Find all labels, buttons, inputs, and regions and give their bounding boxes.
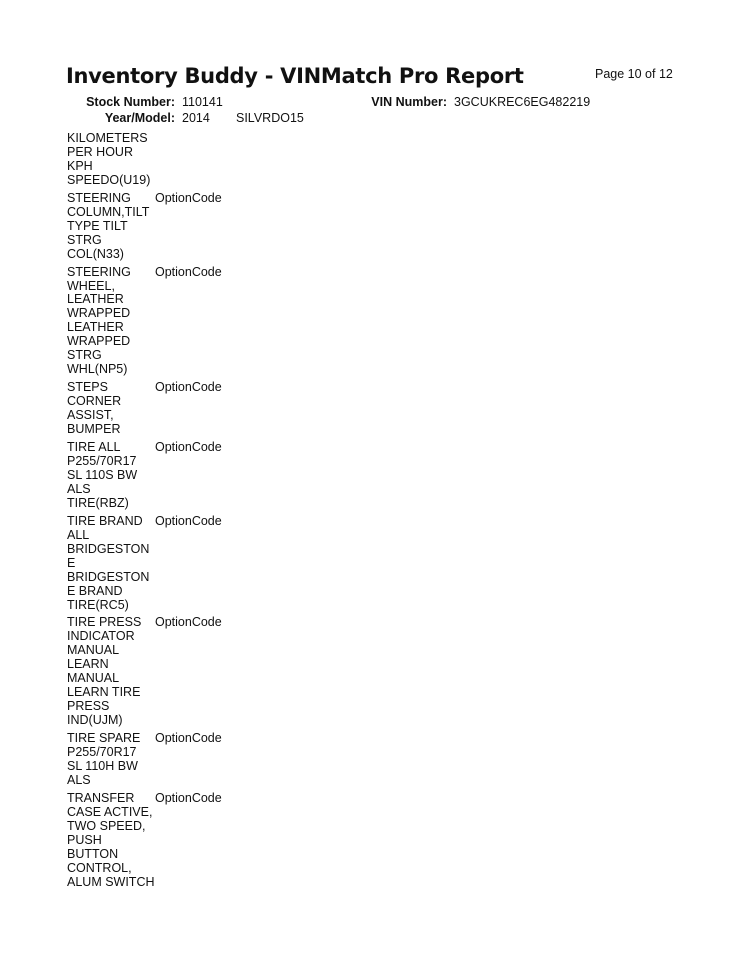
option-description: TRANSFER CASE ACTIVE, TWO SPEED, PUSH BUTTON CONTROL, ALUM SWITCH — [67, 790, 155, 889]
option-row — [67, 441, 327, 511]
option-row — [67, 132, 327, 188]
option-type: OptionCode — [155, 440, 222, 455]
option-type: OptionCode — [155, 380, 222, 395]
option-type: OptionCode — [155, 790, 222, 805]
stock-number-value: 110141 — [182, 95, 223, 109]
option-description: STEPS CORNER ASSIST, BUMPER — [67, 380, 122, 437]
option-type: OptionCode — [155, 731, 222, 746]
option-description: STEERING WHEEL, LEATHER WRAPPED LEATHER WRAPPED STRG WHL(NP5) — [67, 264, 131, 377]
option-description: TIRE PRESS INDICATOR MANUAL LEARN MANUAL LEARN TIRE PRESS IND(UJM) — [67, 615, 142, 728]
option-type: OptionCode — [155, 615, 222, 630]
option-description: TIRE ALL P255/70R17 SL 110S BW ALS TIRE(RBZ) — [67, 440, 138, 510]
option-row — [67, 616, 327, 728]
option-type: OptionCode — [155, 513, 222, 528]
page-number: Page 10 of 12 — [595, 67, 673, 81]
option-description: STEERING COLUMN,TILT TYPE TILT STRG COL(N33) — [67, 190, 150, 261]
year-value: 2014 — [182, 111, 210, 125]
option-description: KILOMETERS PER HOUR KPH SPEEDO(U19) — [67, 131, 151, 187]
option-row — [67, 732, 327, 788]
vin-number-value: 3GCUKREC6EG482219 — [454, 95, 591, 109]
report-title: Inventory Buddy - VINMatch Pro Report — [66, 64, 524, 88]
option-type: OptionCode — [155, 264, 222, 279]
option-row — [67, 515, 327, 613]
option-row — [67, 792, 327, 890]
option-row — [67, 192, 327, 262]
year-model-label: Year/Model: — [104, 111, 175, 125]
option-row — [67, 381, 327, 437]
options-list — [67, 132, 327, 894]
option-description: TIRE BRAND ALL BRIDGESTON E BRIDGESTON E BRAND TIRE(RC5) — [67, 513, 150, 612]
option-description: TIRE SPARE P255/70R17 SL 110H BW ALS — [67, 731, 141, 787]
option-row — [67, 266, 327, 378]
vin-number-label: VIN Number: — [371, 95, 447, 109]
stock-number-label: Stock Number: — [86, 95, 175, 109]
option-type: OptionCode — [155, 190, 222, 205]
model-value: SILVRDO15 — [236, 111, 304, 125]
